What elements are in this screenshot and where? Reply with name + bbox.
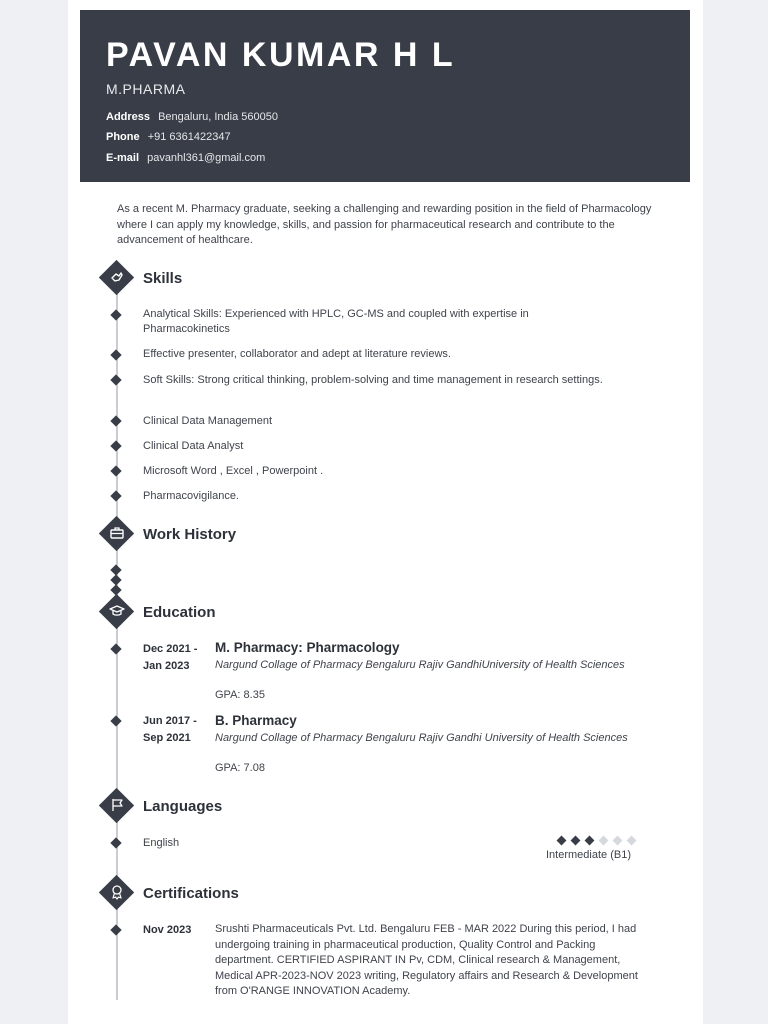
- education-institution: Nargund Collage of Pharmacy Bengaluru Rajiv GandhiUniversity of Health Sciences: [215, 659, 625, 671]
- education-title: Education: [143, 604, 216, 621]
- education-date-end: Jan 2023: [143, 660, 190, 672]
- contact-email: [106, 152, 265, 164]
- email-label: E-mail: [106, 152, 140, 164]
- skill-item: Pharmacovigilance.: [143, 490, 239, 502]
- skill-item: Analytical Skills: Experienced with HPLC, GC-MS and coupled with expertise in Pharmacokinetics: [143, 308, 529, 335]
- address-value: Bengaluru, India 560050: [158, 111, 278, 123]
- skills-title: Skills: [143, 270, 183, 287]
- candidate-degree: M.PHARMA: [106, 81, 186, 97]
- language-level: Intermediate (B1): [546, 849, 631, 861]
- skill-item: Microsoft Word , Excel , Powerpoint .: [143, 465, 324, 477]
- certification-date: Nov 2023: [143, 924, 192, 936]
- education-gpa: GPA: 7.08: [215, 762, 265, 774]
- flag-icon: [107, 795, 127, 815]
- education-degree: B. Pharmacy: [215, 713, 297, 728]
- address-label: Address: [106, 111, 151, 123]
- contact-phone: [106, 131, 231, 143]
- education-institution: Nargund Collage of Pharmacy Bengaluru Rajiv Gandhi University of Health Sciences: [215, 732, 628, 744]
- education-date-start: Jun 2017 -: [143, 715, 197, 727]
- rating-diamond-empty: [599, 836, 609, 846]
- rating-diamond-filled: [571, 836, 581, 846]
- professional-summary: As a recent M. Pharmacy graduate, seeking a challenging and rewarding position in the field of Pharmacology where I can apply my knowledge, skills, and passion for pharmaceutical research and contribute to the advancement of healthcare.: [117, 203, 652, 246]
- skill-item: Soft Skills: Strong critical thinking, problem-solving and time management in research settings.: [143, 374, 603, 386]
- education-date: [143, 641, 208, 675]
- education-date: [143, 713, 208, 747]
- certification-text: Srushti Pharmaceuticals Pvt. Ltd. Bengaluru FEB - MAR 2022 During this period, I had undergoing training in pharmaceutical production, Quality Control and Packing department. CERTIFIED ASPIRANT IN Pv, CDM, Clinical research & Management, Medical APR-2023-NOV 2023 writing, Regulatory affairs and Research & Development from O'RANGE INNOVATION Academy.: [215, 923, 638, 997]
- hand-icon: [107, 267, 127, 287]
- email-value[interactable]: pavanhl361@gmail.com: [147, 152, 266, 164]
- education-degree: M. Pharmacy: Pharmacology: [215, 640, 400, 655]
- rating-diamond-filled: [557, 836, 567, 846]
- language-rating: [558, 835, 648, 847]
- contact-address: [106, 111, 278, 123]
- briefcase-icon: [107, 523, 127, 543]
- skill-item: Effective presenter, collaborator and adept at literature reviews.: [143, 348, 451, 360]
- rating-diamond-empty: [613, 836, 623, 846]
- education-gpa: GPA: 8.35: [215, 689, 265, 701]
- education-date-end: Sep 2021: [143, 732, 191, 744]
- candidate-name: PAVAN KUMAR H L: [106, 36, 456, 74]
- education-date-start: Dec 2021 -: [143, 643, 198, 655]
- skill-item: Clinical Data Analyst: [143, 440, 244, 452]
- skill-item: Clinical Data Management: [143, 415, 273, 427]
- rating-diamond-filled: [585, 836, 595, 846]
- resume-header: [80, 10, 690, 182]
- phone-label: Phone: [106, 131, 140, 143]
- language-name: English: [143, 837, 180, 849]
- phone-value: +91 6361422347: [147, 131, 231, 143]
- work-history-title: Work History: [143, 526, 237, 543]
- award-icon: [107, 882, 127, 902]
- rating-diamond-empty: [627, 836, 637, 846]
- certifications-title: Certifications: [143, 885, 239, 902]
- graduation-cap-icon: [107, 601, 127, 621]
- languages-title: Languages: [143, 798, 223, 815]
